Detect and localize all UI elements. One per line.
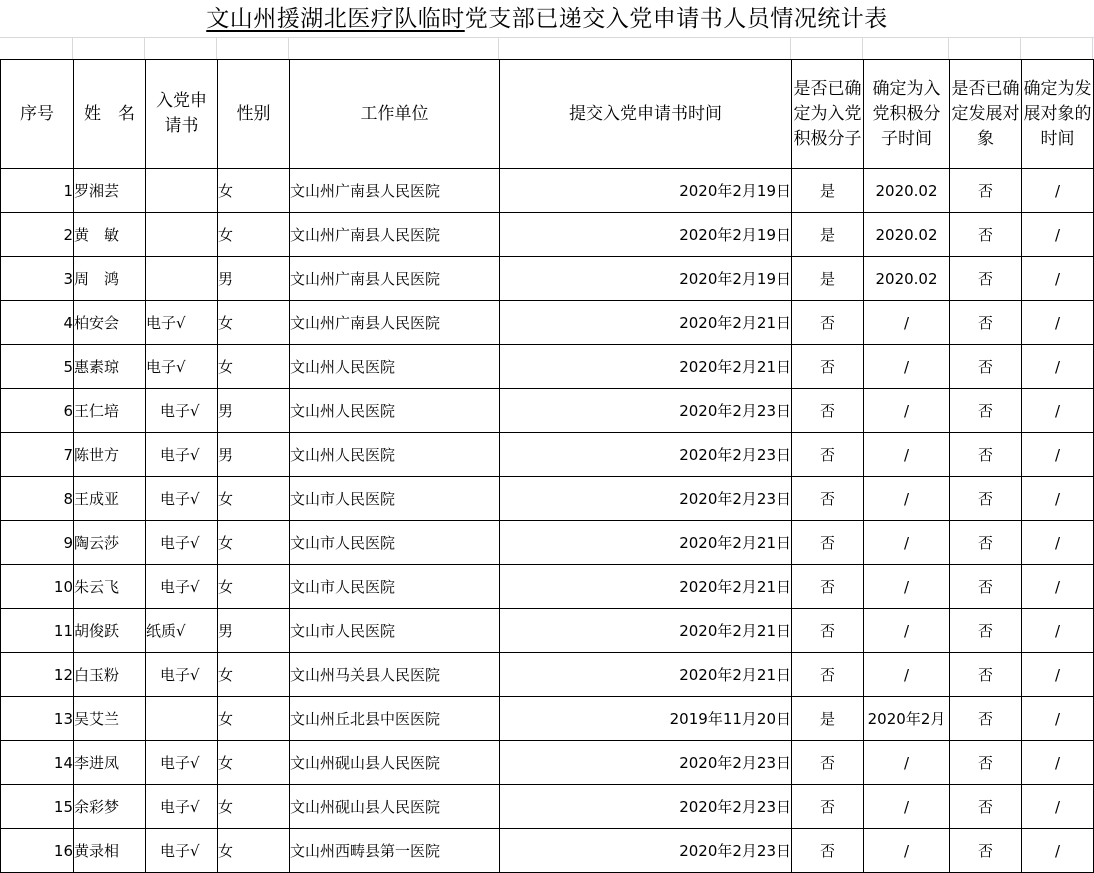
cell-candidate-time[interactable]: / [1022, 785, 1094, 829]
cell-unit[interactable]: 文山市人民医院 [290, 609, 500, 653]
cell-is-activist[interactable]: 否 [792, 609, 864, 653]
cell-is-candidate[interactable]: 否 [950, 741, 1022, 785]
cell-is-candidate[interactable]: 否 [950, 213, 1022, 257]
blank-cell[interactable] [499, 38, 791, 59]
cell-unit[interactable]: 文山州西畴县第一医院 [290, 829, 500, 873]
cell-name[interactable]: 余彩梦 [74, 785, 146, 829]
header-submit-time[interactable]: 提交入党申请书时间 [500, 60, 792, 169]
cell-activist-time[interactable]: / [864, 829, 950, 873]
cell-activist-time[interactable]: / [864, 345, 950, 389]
cell-submit-time[interactable]: 2020年2月23日 [500, 477, 792, 521]
header-candidate-time[interactable]: 确定为发展对象的时间 [1022, 60, 1094, 169]
cell-application[interactable]: 电子√ [146, 301, 218, 345]
cell-name[interactable]: 黄录相 [74, 829, 146, 873]
table-row [1, 433, 1094, 477]
cell-name[interactable]: 陶云莎 [74, 521, 146, 565]
header-row [1, 60, 1094, 169]
cell-name[interactable]: 柏安会 [74, 301, 146, 345]
cell-is-candidate[interactable]: 否 [950, 389, 1022, 433]
header-seq[interactable]: 序号 [1, 60, 74, 169]
cell-name[interactable]: 黄 敏 [74, 213, 146, 257]
cell-is-candidate[interactable]: 否 [950, 829, 1022, 873]
blank-cell[interactable] [289, 38, 499, 59]
page-title-rest: 党支部已递交入党申请书人员情况统计表 [464, 6, 888, 32]
cell-is-candidate[interactable]: 否 [950, 301, 1022, 345]
cell-seq[interactable]: 8 [1, 477, 74, 521]
cell-is-candidate[interactable]: 否 [950, 257, 1022, 301]
cell-activist-time[interactable]: / [864, 653, 950, 697]
cell-is-activist[interactable]: 否 [792, 301, 864, 345]
cell-seq[interactable]: 12 [1, 653, 74, 697]
cell-name[interactable]: 白玉粉 [74, 653, 146, 697]
cell-seq[interactable]: 4 [1, 301, 74, 345]
cell-submit-time[interactable]: 2020年2月21日 [500, 653, 792, 697]
cell-submit-time[interactable]: 2019年11月20日 [500, 697, 792, 741]
cell-activist-time[interactable]: 2020.02 [864, 169, 950, 213]
cell-gender[interactable]: 女 [218, 521, 290, 565]
cell-is-candidate[interactable]: 否 [950, 477, 1022, 521]
cell-candidate-time[interactable]: / [1022, 433, 1094, 477]
cell-application[interactable]: 电子√ [146, 433, 218, 477]
cell-application[interactable] [146, 697, 218, 741]
cell-activist-time[interactable]: / [864, 521, 950, 565]
cell-unit[interactable]: 文山市人民医院 [290, 565, 500, 609]
title-row [0, 0, 1094, 38]
cell-activist-time[interactable]: 2020.02 [864, 213, 950, 257]
cell-seq[interactable]: 3 [1, 257, 74, 301]
cell-candidate-time[interactable]: / [1022, 345, 1094, 389]
cell-gender[interactable]: 男 [218, 433, 290, 477]
cell-application[interactable]: 电子√ [146, 741, 218, 785]
cell-is-candidate[interactable]: 否 [950, 521, 1022, 565]
cell-activist-time[interactable]: / [864, 609, 950, 653]
cell-gender[interactable]: 男 [218, 389, 290, 433]
cell-unit[interactable]: 文山州人民医院 [290, 345, 500, 389]
cell-activist-time[interactable]: / [864, 785, 950, 829]
cell-is-candidate[interactable]: 否 [950, 697, 1022, 741]
blank-cell[interactable] [0, 38, 73, 59]
cell-is-activist[interactable]: 否 [792, 565, 864, 609]
cell-is-activist[interactable]: 否 [792, 785, 864, 829]
data-table [0, 59, 1094, 873]
table-row [1, 829, 1094, 873]
cell-candidate-time[interactable]: / [1022, 477, 1094, 521]
cell-submit-time[interactable]: 2020年2月21日 [500, 565, 792, 609]
cell-submit-time[interactable]: 2020年2月23日 [500, 389, 792, 433]
cell-unit[interactable]: 文山州砚山县人民医院 [290, 785, 500, 829]
cell-name[interactable]: 罗湘芸 [74, 169, 146, 213]
cell-application[interactable]: 电子√ [146, 389, 218, 433]
cell-candidate-time[interactable]: / [1022, 609, 1094, 653]
cell-submit-time[interactable]: 2020年2月23日 [500, 785, 792, 829]
cell-unit[interactable]: 文山州人民医院 [290, 389, 500, 433]
cell-application[interactable] [146, 213, 218, 257]
cell-unit[interactable]: 文山市人民医院 [290, 521, 500, 565]
cell-gender[interactable]: 女 [218, 565, 290, 609]
cell-name[interactable]: 陈世方 [74, 433, 146, 477]
cell-unit[interactable]: 文山州广南县人民医院 [290, 301, 500, 345]
header-is-candidate[interactable]: 是否已确定发展对象 [950, 60, 1022, 169]
cell-is-activist[interactable]: 是 [792, 257, 864, 301]
cell-gender[interactable]: 女 [218, 345, 290, 389]
cell-seq[interactable]: 7 [1, 433, 74, 477]
cell-gender[interactable]: 女 [218, 213, 290, 257]
cell-candidate-time[interactable]: / [1022, 653, 1094, 697]
cell-is-candidate[interactable]: 否 [950, 609, 1022, 653]
cell-activist-time[interactable]: / [864, 477, 950, 521]
cell-candidate-time[interactable]: / [1022, 741, 1094, 785]
cell-seq[interactable]: 14 [1, 741, 74, 785]
cell-candidate-time[interactable]: / [1022, 169, 1094, 213]
blank-cell[interactable] [949, 38, 1021, 59]
cell-is-candidate[interactable]: 否 [950, 653, 1022, 697]
cell-candidate-time[interactable]: / [1022, 829, 1094, 873]
cell-gender[interactable]: 男 [218, 609, 290, 653]
cell-seq[interactable]: 16 [1, 829, 74, 873]
header-activist-time[interactable]: 确定为入党积极分子时间 [864, 60, 950, 169]
cell-seq[interactable]: 2 [1, 213, 74, 257]
cell-name[interactable]: 吴艾兰 [74, 697, 146, 741]
cell-is-activist[interactable]: 是 [792, 213, 864, 257]
cell-submit-time[interactable]: 2020年2月21日 [500, 609, 792, 653]
cell-unit[interactable]: 文山州人民医院 [290, 433, 500, 477]
cell-activist-time[interactable]: / [864, 301, 950, 345]
cell-name[interactable]: 李进凤 [74, 741, 146, 785]
page-title-underlined: 文山州援湖北医疗队临时 [206, 6, 465, 32]
cell-candidate-time[interactable]: / [1022, 565, 1094, 609]
cell-name[interactable]: 王仁培 [74, 389, 146, 433]
cell-is-activist[interactable]: 否 [792, 477, 864, 521]
cell-candidate-time[interactable]: / [1022, 389, 1094, 433]
cell-unit[interactable]: 文山州广南县人民医院 [290, 257, 500, 301]
header-gender[interactable]: 性别 [218, 60, 290, 169]
cell-activist-time[interactable]: / [864, 389, 950, 433]
blank-row [0, 38, 1094, 59]
header-name[interactable]: 姓 名 [74, 60, 146, 169]
cell-is-activist[interactable]: 是 [792, 697, 864, 741]
cell-activist-time[interactable]: / [864, 565, 950, 609]
blank-cell[interactable] [217, 38, 289, 59]
cell-candidate-time[interactable]: / [1022, 257, 1094, 301]
cell-seq[interactable]: 13 [1, 697, 74, 741]
page-title[interactable] [206, 0, 888, 38]
cell-application[interactable] [146, 169, 218, 213]
cell-candidate-time[interactable]: / [1022, 697, 1094, 741]
cell-is-activist[interactable]: 是 [792, 169, 864, 213]
blank-cell[interactable] [1021, 38, 1093, 59]
table-row [1, 609, 1094, 653]
table-row [1, 697, 1094, 741]
cell-submit-time[interactable]: 2020年2月21日 [500, 521, 792, 565]
cell-submit-time[interactable]: 2020年2月19日 [500, 213, 792, 257]
cell-unit[interactable]: 文山州广南县人民医院 [290, 169, 500, 213]
cell-submit-time[interactable]: 2020年2月21日 [500, 301, 792, 345]
cell-name[interactable]: 惠素琼 [74, 345, 146, 389]
cell-is-activist[interactable]: 否 [792, 829, 864, 873]
table-row [1, 301, 1094, 345]
cell-submit-time[interactable]: 2020年2月19日 [500, 169, 792, 213]
header-application[interactable]: 入党申请书 [146, 60, 218, 169]
cell-gender[interactable]: 女 [218, 785, 290, 829]
blank-cell[interactable] [73, 38, 145, 59]
cell-application[interactable]: 电子√ [146, 785, 218, 829]
cell-activist-time[interactable]: / [864, 741, 950, 785]
cell-submit-time[interactable]: 2020年2月23日 [500, 741, 792, 785]
cell-candidate-time[interactable]: / [1022, 301, 1094, 345]
cell-is-activist[interactable]: 否 [792, 389, 864, 433]
cell-is-candidate[interactable]: 否 [950, 345, 1022, 389]
blank-cell[interactable] [791, 38, 863, 59]
cell-application[interactable]: 电子√ [146, 653, 218, 697]
table-row [1, 741, 1094, 785]
table-row [1, 565, 1094, 609]
cell-is-candidate[interactable]: 否 [950, 565, 1022, 609]
cell-candidate-time[interactable]: / [1022, 521, 1094, 565]
table-row [1, 477, 1094, 521]
cell-unit[interactable]: 文山州丘北县中医医院 [290, 697, 500, 741]
cell-gender[interactable]: 女 [218, 301, 290, 345]
cell-name[interactable]: 胡俊跃 [74, 609, 146, 653]
cell-application[interactable]: 纸质√ [146, 609, 218, 653]
table-row [1, 521, 1094, 565]
blank-cell[interactable] [145, 38, 217, 59]
cell-unit[interactable]: 文山州马关县人民医院 [290, 653, 500, 697]
cell-application[interactable]: 电子√ [146, 477, 218, 521]
cell-name[interactable]: 王成亚 [74, 477, 146, 521]
blank-cell[interactable] [863, 38, 949, 59]
cell-application[interactable] [146, 257, 218, 301]
cell-gender[interactable]: 男 [218, 257, 290, 301]
cell-gender[interactable]: 女 [218, 697, 290, 741]
cell-application[interactable]: 电子√ [146, 829, 218, 873]
header-is-activist[interactable]: 是否已确定为入党积极分子 [792, 60, 864, 169]
cell-submit-time[interactable]: 2020年2月23日 [500, 433, 792, 477]
table-row [1, 345, 1094, 389]
table-row [1, 257, 1094, 301]
cell-is-candidate[interactable]: 否 [950, 785, 1022, 829]
cell-application[interactable]: 电子√ [146, 565, 218, 609]
cell-seq[interactable]: 10 [1, 565, 74, 609]
cell-activist-time[interactable]: 2020.02 [864, 257, 950, 301]
cell-seq[interactable]: 11 [1, 609, 74, 653]
cell-seq[interactable]: 15 [1, 785, 74, 829]
cell-unit[interactable]: 文山市人民医院 [290, 477, 500, 521]
cell-gender[interactable]: 女 [218, 477, 290, 521]
cell-is-activist[interactable]: 否 [792, 345, 864, 389]
cell-application[interactable]: 电子√ [146, 345, 218, 389]
cell-seq[interactable]: 9 [1, 521, 74, 565]
cell-seq[interactable]: 6 [1, 389, 74, 433]
cell-is-activist[interactable]: 否 [792, 521, 864, 565]
cell-candidate-time[interactable]: / [1022, 213, 1094, 257]
cell-submit-time[interactable]: 2020年2月21日 [500, 345, 792, 389]
cell-name[interactable]: 朱云飞 [74, 565, 146, 609]
cell-submit-time[interactable]: 2020年2月23日 [500, 829, 792, 873]
table-row [1, 785, 1094, 829]
cell-gender[interactable]: 女 [218, 741, 290, 785]
cell-unit[interactable]: 文山州广南县人民医院 [290, 213, 500, 257]
table-row [1, 653, 1094, 697]
cell-name[interactable]: 周 鸿 [74, 257, 146, 301]
cell-submit-time[interactable]: 2020年2月19日 [500, 257, 792, 301]
cell-unit[interactable]: 文山州砚山县人民医院 [290, 741, 500, 785]
table-row [1, 169, 1094, 213]
table-row [1, 213, 1094, 257]
cell-gender[interactable]: 女 [218, 829, 290, 873]
cell-is-candidate[interactable]: 否 [950, 169, 1022, 213]
cell-activist-time[interactable]: 2020年2月 [864, 697, 950, 741]
cell-is-activist[interactable]: 否 [792, 433, 864, 477]
cell-seq[interactable]: 5 [1, 345, 74, 389]
cell-seq[interactable]: 1 [1, 169, 74, 213]
cell-gender[interactable]: 女 [218, 653, 290, 697]
table-row [1, 389, 1094, 433]
cell-activist-time[interactable]: / [864, 433, 950, 477]
cell-is-activist[interactable]: 否 [792, 741, 864, 785]
header-unit[interactable]: 工作单位 [290, 60, 500, 169]
cell-gender[interactable]: 女 [218, 169, 290, 213]
cell-application[interactable]: 电子√ [146, 521, 218, 565]
cell-is-activist[interactable]: 否 [792, 653, 864, 697]
cell-is-candidate[interactable]: 否 [950, 433, 1022, 477]
